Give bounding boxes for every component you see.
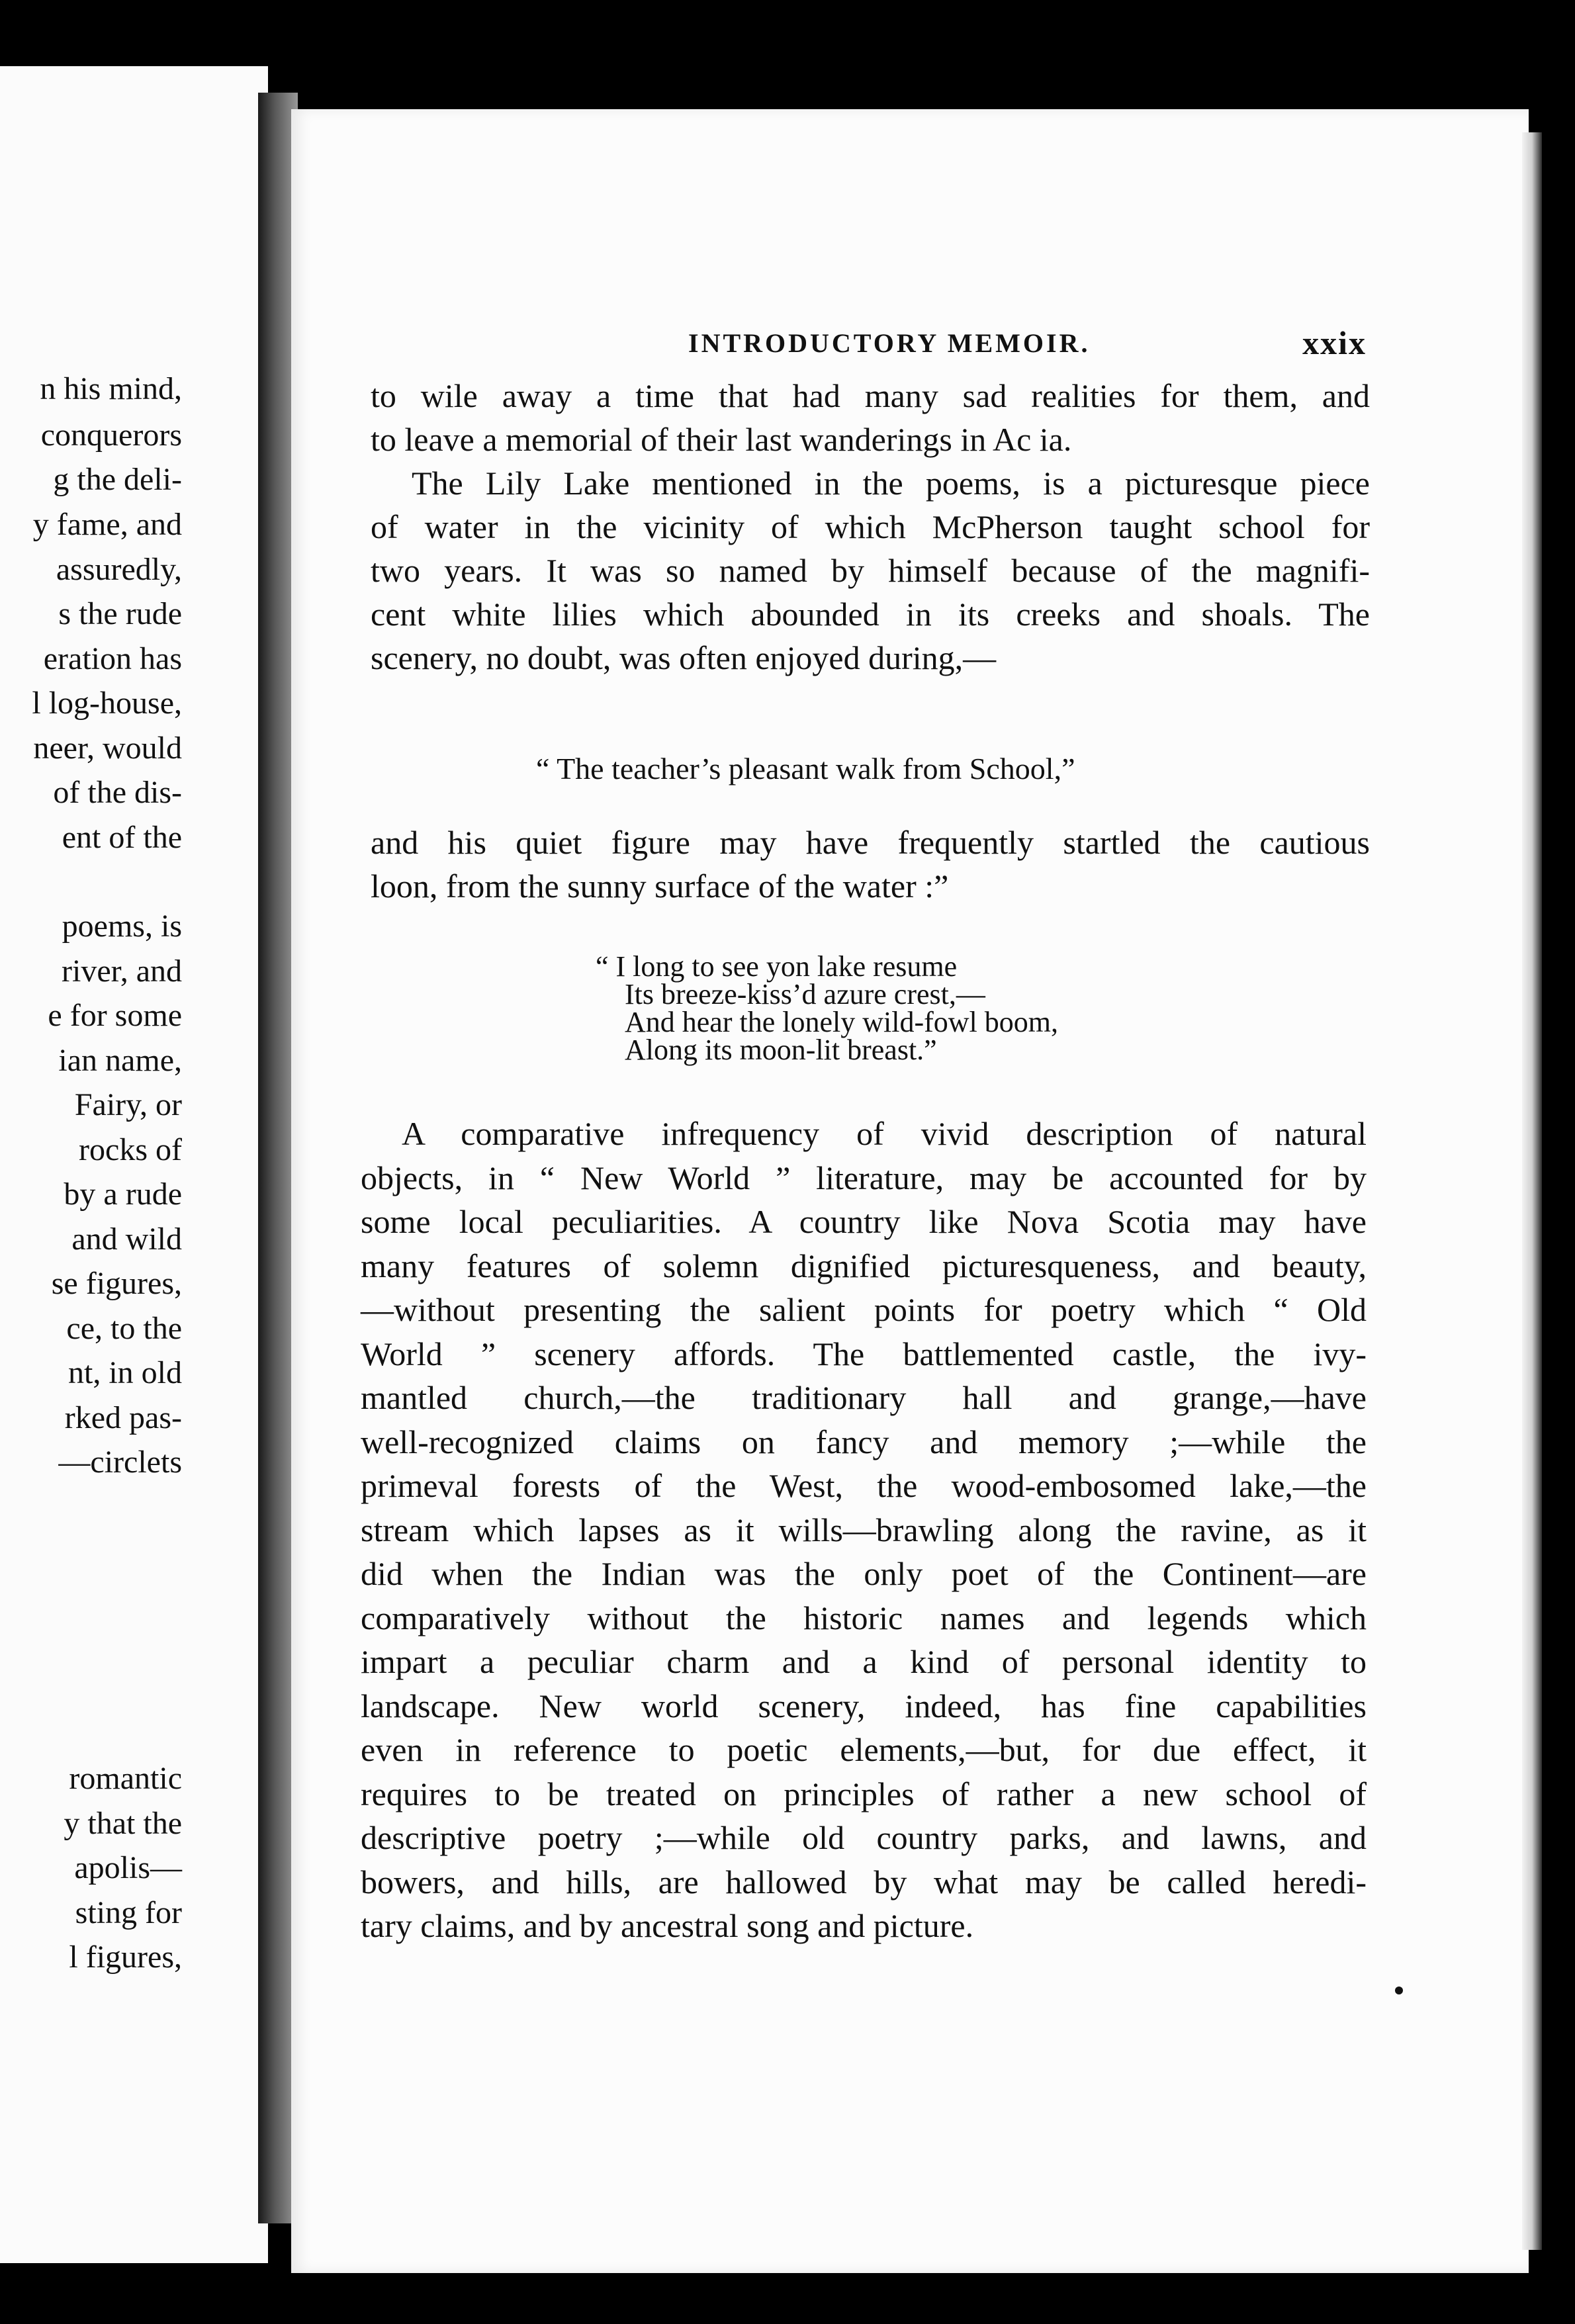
left-page-line: and wild bbox=[71, 1222, 182, 1257]
text-line: stream which lapses as it wills—brawling along the ravine, as it bbox=[361, 1511, 1367, 1548]
left-page-line: river, and bbox=[62, 954, 182, 989]
text-line: many features of solemn dignified picturesqueness, and beauty, bbox=[361, 1247, 1367, 1284]
verse-line: And hear the lonely wild-fowl boom, bbox=[625, 1006, 1058, 1038]
text-line: comparatively without the historic names and legends which bbox=[361, 1599, 1367, 1636]
text-line: impart a peculiar charm and a kind of personal identity to bbox=[361, 1643, 1367, 1680]
left-page-line: e for some bbox=[48, 998, 182, 1033]
text-line: descriptive poetry ;—while old country parks, and lawns, and bbox=[361, 1819, 1367, 1856]
text-line: scenery, no doubt, was often enjoyed during,— bbox=[371, 639, 997, 676]
text-line: tary claims, and by ancestral song and picture. bbox=[361, 1907, 974, 1944]
ink-spot bbox=[1395, 1987, 1403, 1994]
left-page-line: nt, in old bbox=[68, 1355, 182, 1390]
left-page-line: s the rude bbox=[58, 596, 182, 631]
left-page-line: y fame, and bbox=[32, 507, 182, 542]
left-page-line: poems, is bbox=[62, 909, 182, 944]
text-line: A comparative infrequency of vivid description of natural bbox=[402, 1115, 1367, 1152]
text-line: even in reference to poetic elements,—but, for due effect, it bbox=[361, 1731, 1367, 1768]
verse-line: Its breeze-kiss’d azure crest,— bbox=[625, 978, 985, 1010]
text-line: mantled church,—the traditionary hall and grange,—have bbox=[361, 1379, 1367, 1416]
verse-line: “ I long to see yon lake resume bbox=[596, 950, 958, 983]
text-line: objects, in “ New World ” literature, may be accounted for by bbox=[361, 1159, 1367, 1196]
verse-line: Along its moon-lit breast.” bbox=[625, 1034, 937, 1066]
quoted-line: “ The teacher’s pleasant walk from School,” bbox=[536, 752, 1075, 785]
left-page-line: of the dis- bbox=[53, 775, 182, 810]
left-page-line: romantic bbox=[69, 1761, 182, 1796]
running-head: INTRODUCTORY MEMOIR. bbox=[688, 328, 1091, 358]
left-page-line: rocks of bbox=[79, 1132, 182, 1167]
left-page-line: —circlets bbox=[58, 1445, 182, 1480]
left-facing-page bbox=[0, 66, 268, 2263]
text-line: primeval forests of the West, the wood-embosomed lake,—the bbox=[361, 1467, 1367, 1504]
text-line: World ” scenery affords. The battlemented castle, the ivy- bbox=[361, 1335, 1367, 1372]
left-page-line: n his mind, bbox=[40, 371, 182, 406]
page-edge-shadow bbox=[1522, 132, 1542, 2250]
text-line: bowers, and hills, are hallowed by what may be called heredi- bbox=[361, 1863, 1367, 1900]
left-page-line: neer, would bbox=[33, 731, 182, 766]
text-line: did when the Indian was the only poet of the Continent—are bbox=[361, 1555, 1367, 1592]
left-page-line: ent of the bbox=[62, 820, 182, 855]
text-line: —without presenting the salient points for poetry which “ Old bbox=[361, 1291, 1367, 1328]
left-page-line: apolis— bbox=[74, 1850, 182, 1885]
text-line: to leave a memorial of their last wanderings in Ac ia. bbox=[371, 421, 1072, 458]
left-page-line: rked pas- bbox=[64, 1400, 182, 1435]
body-text-block bbox=[371, 821, 1370, 908]
left-page-line: y that the bbox=[64, 1806, 182, 1841]
text-line: cent white lilies which abounded in its creeks and shoals. The bbox=[371, 596, 1370, 633]
text-line: two years. It was so named by himself because of the magnifi- bbox=[371, 552, 1370, 589]
left-page-line: conquerors bbox=[40, 418, 182, 453]
left-page-line: ian name, bbox=[58, 1043, 182, 1078]
verse-quotation bbox=[596, 950, 1058, 1066]
left-page-line: eration has bbox=[43, 641, 182, 676]
text-line: requires to be treated on principles of rather a new school of bbox=[361, 1775, 1367, 1812]
left-page-line: ce, to the bbox=[66, 1311, 182, 1346]
text-line: and his quiet figure may have frequently startled the cautious bbox=[371, 824, 1370, 861]
body-paragraph bbox=[361, 1112, 1367, 1948]
text-line: well-recognized claims on fancy and memory ;—while the bbox=[361, 1423, 1367, 1460]
text-line: The Lily Lake mentioned in the poems, is a picturesque piece bbox=[412, 465, 1370, 502]
left-page-line: l figures, bbox=[69, 1940, 182, 1975]
left-page-line: Fairy, or bbox=[74, 1087, 182, 1122]
left-page-line: sting for bbox=[75, 1895, 182, 1930]
page-number: xxix bbox=[1302, 324, 1367, 361]
left-page-line: l log-house, bbox=[32, 686, 182, 721]
text-line: to wile away a time that had many sad realities for them, and bbox=[371, 377, 1370, 414]
text-line: of water in the vicinity of which McPherson taught school for bbox=[371, 508, 1370, 545]
page-header bbox=[688, 324, 1367, 367]
left-page-line: assuredly, bbox=[56, 552, 182, 587]
body-text-block bbox=[371, 374, 1370, 680]
left-page-line: by a rude bbox=[64, 1177, 182, 1212]
left-page-line: g the deli- bbox=[53, 462, 182, 497]
left-page-line: se figures, bbox=[51, 1266, 182, 1301]
text-line: some local peculiarities. A country like Nova Scotia may have bbox=[361, 1203, 1367, 1240]
text-line: loon, from the sunny surface of the water :” bbox=[371, 868, 949, 905]
text-line: landscape. New world scenery, indeed, has fine capabilities bbox=[361, 1687, 1367, 1724]
